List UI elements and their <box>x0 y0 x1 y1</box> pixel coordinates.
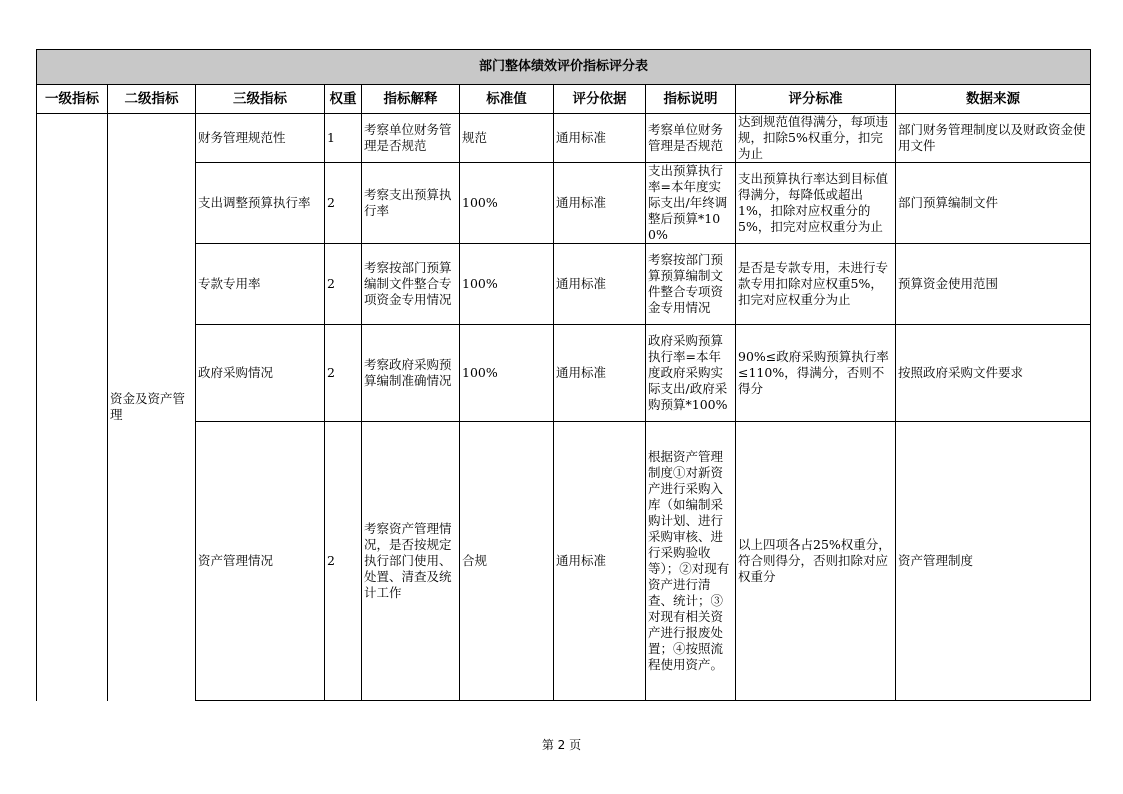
table-row <box>37 422 1091 701</box>
standard-cell: 合规 <box>460 422 554 701</box>
weight-cell: 2 <box>325 422 362 701</box>
description-cell: 政府采购预算执行率=本年度政府采购实际支出/政府采购预算*100% <box>646 325 736 422</box>
explanation-cell: 考察单位财务管理是否规范 <box>362 114 460 163</box>
basis-cell: 通用标准 <box>554 422 646 701</box>
source-cell: 部门预算编制文件 <box>896 163 1091 244</box>
criteria-cell: 支出预算执行率达到目标值得满分，每降低或超出1%，扣除对应权重分的5%，扣完对应权重分为止 <box>736 163 896 244</box>
criteria-cell: 是否是专款专用，未进行专款专用扣除对应权重5%，扣完对应权重分为止 <box>736 244 896 325</box>
level3-cell: 支出调整预算执行率 <box>196 163 325 244</box>
basis-cell: 通用标准 <box>554 244 646 325</box>
header-level3: 三级指标 <box>196 85 325 114</box>
explanation-cell: 考察按部门预算编制文件整合专项资金专用情况 <box>362 244 460 325</box>
source-cell: 部门财务管理制度以及财政资金使用文件 <box>896 114 1091 163</box>
description-cell: 考察单位财务管理是否规范 <box>646 114 736 163</box>
header-source: 数据来源 <box>896 85 1091 114</box>
weight-cell: 2 <box>325 325 362 422</box>
weight-cell: 1 <box>325 114 362 163</box>
header-level2: 二级指标 <box>108 85 196 114</box>
criteria-cell: 达到规范值得满分，每项违规，扣除5%权重分，扣完为止 <box>736 114 896 163</box>
evaluation-table <box>36 49 1091 701</box>
source-cell: 资产管理制度 <box>896 422 1091 701</box>
explanation-cell: 考察支出预算执行率 <box>362 163 460 244</box>
standard-cell: 100% <box>460 325 554 422</box>
level3-cell: 财务管理规范性 <box>196 114 325 163</box>
header-criteria: 评分标准 <box>736 85 896 114</box>
description-cell: 支出预算执行率=本年度实际支出/年终调整后预算*100% <box>646 163 736 244</box>
table-title: 部门整体绩效评价指标评分表 <box>37 50 1091 85</box>
table-row <box>37 163 1091 244</box>
level2-cell: 资金及资产管理 <box>108 114 196 701</box>
header-description: 指标说明 <box>646 85 736 114</box>
description-cell: 考察按部门预算预算编制文件整合专项资金专用情况 <box>646 244 736 325</box>
basis-cell: 通用标准 <box>554 114 646 163</box>
header-explanation: 指标解释 <box>362 85 460 114</box>
source-cell: 按照政府采购文件要求 <box>896 325 1091 422</box>
header-row <box>37 85 1091 114</box>
standard-cell: 规范 <box>460 114 554 163</box>
page-number: 第 2 页 <box>541 738 582 752</box>
level3-cell: 政府采购情况 <box>196 325 325 422</box>
table-row <box>37 325 1091 422</box>
level1-cell <box>37 114 108 701</box>
level3-cell: 专款专用率 <box>196 244 325 325</box>
header-standard: 标准值 <box>460 85 554 114</box>
basis-cell: 通用标准 <box>554 163 646 244</box>
header-weight: 权重 <box>325 85 362 114</box>
table-row <box>37 114 1091 163</box>
basis-cell: 通用标准 <box>554 325 646 422</box>
header-basis: 评分依据 <box>554 85 646 114</box>
explanation-cell: 考察资产管理情况，是否按规定执行部门使用、处置、清查及统计工作 <box>362 422 460 701</box>
source-cell: 预算资金使用范围 <box>896 244 1091 325</box>
level3-cell: 资产管理情况 <box>196 422 325 701</box>
explanation-cell: 考察政府采购预算编制准确情况 <box>362 325 460 422</box>
standard-cell: 100% <box>460 244 554 325</box>
header-level1: 一级指标 <box>37 85 108 114</box>
weight-cell: 2 <box>325 163 362 244</box>
criteria-cell: 90%≤政府采购预算执行率≤110%，得满分，否则不得分 <box>736 325 896 422</box>
standard-cell: 100% <box>460 163 554 244</box>
description-cell: 根据资产管理制度①对新资产进行采购入库（如编制采购计划、进行采购审核、进行采购验收等）；②对现有资产进行清查、统计；③对现有相关资产进行报废处置；④按照流程使用资产。 <box>646 422 736 701</box>
weight-cell: 2 <box>325 244 362 325</box>
criteria-cell: 以上四项各占25%权重分，符合则得分，否则扣除对应权重分 <box>736 422 896 701</box>
table-row <box>37 244 1091 325</box>
